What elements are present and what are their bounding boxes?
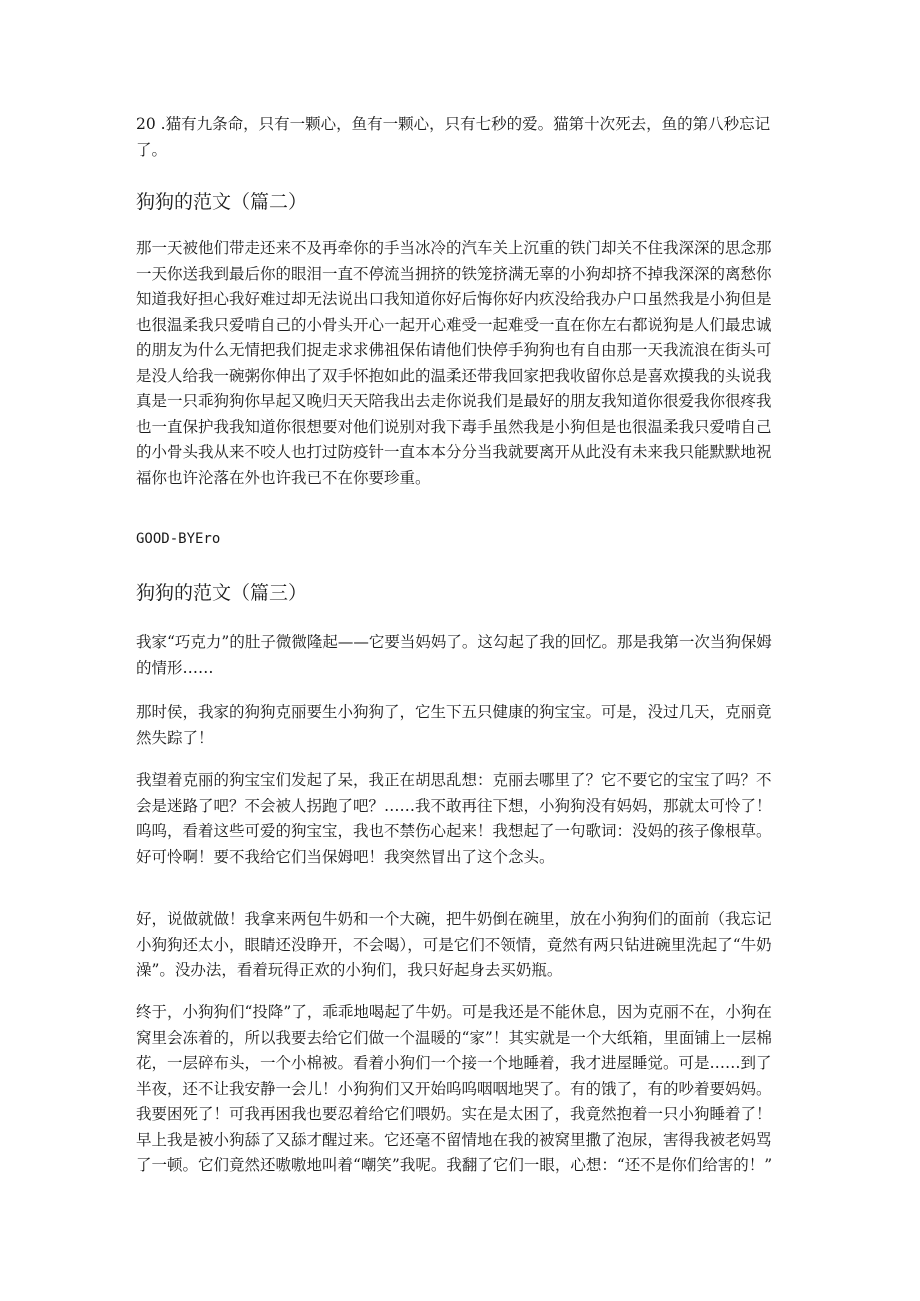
intro-paragraph: 20 .猫有九条命，只有一颗心，鱼有一颗心，只有七秒的爱。猫第十次死去，鱼的第八秒忘记了。 — [136, 115, 771, 159]
section3-paragraph-3: 我望着克丽的狗宝宝们发起了呆，我正在胡思乱想：克丽去哪里了？它不要它的宝宝了吗？不会是迷路了吧？不会被人拐跑了吧？……我不敢再往下想，小狗狗没有妈妈，那就太可怜了！呜呜，看着这些可爱的狗宝宝，我也不禁伤心起来！我想起了一句歌词：没妈的孩子像根草。好可怜啊！要不我给它们当保姆吧！我突然冒出了这个念头。 — [136, 771, 772, 866]
section3-paragraph-2: 那时侯，我家的狗狗克丽要生小狗狗了，它生下五只健康的狗宝宝。可是，没过几天，克丽竟然失踪了！ — [136, 703, 772, 747]
section3-paragraph-4: 好，说做就做！我拿来两包牛奶和一个大碗，把牛奶倒在碗里，放在小狗狗们的面前（我忘记小狗狗还太小，眼睛还没睁开，不会喝），可是它们不领情，竟然有两只钻进碗里洗起了“牛奶澡”。没办法，看着玩得正欢的小狗们，我只好起身去买奶瓶。 — [136, 910, 772, 979]
section-heading-3: 狗狗的范文（篇三） — [136, 582, 308, 604]
section3-paragraph-1: 我家“巧克力”的肚子微微隆起——它要当妈妈了。这勾起了我的回忆。那是我第一次当狗保姆的情形…… — [136, 633, 772, 677]
section2-body-paragraph: 那一天被他们带走还来不及再牵你的手当冰冷的汽车关上沉重的铁门却关不住我深深的思念那一天你送我到最后你的眼泪一直不停流当拥挤的铁笼挤满无辜的小狗却挤不掉我深深的离愁你知道我好担心我好难过却无法说出口我知道你好后悔你好内疚没给我办户口虽然我是小狗但是也很温柔我只爱啃自己的小骨头开心一起开心难受一起难受一直在你左右都说狗是人们最忠诚的朋友为什么无情把我们捉走求求佛祖保佑请他们快停手狗狗也有自由那一天我流浪在街头可是没人给我一碗粥你伸出了双手怀抱如此的温柔还带我回家把我收留你总是喜欢摸我的头说我真是一只乖狗狗你早起又晚归天天陪我出去走你说我们是最好的朋友我知道你很爱我你很疼我也一直保护我我知道你很想要对他们说别对我下毒手虽然我是小狗但是也很温柔我只爱啃自己的小骨头我从来不咬人也打过防疫针一直本本分分当我就要离开从此没有未来我只能默默地祝福你也许沦落在外也许我已不在你要珍重。 — [136, 239, 772, 487]
section2-signoff: GOOD-BYEro — [136, 531, 221, 547]
section-heading-2: 狗狗的范文（篇二） — [136, 191, 308, 213]
section3-paragraph-5: 终于，小狗狗们“投降”了，乖乖地喝起了牛奶。可是我还是不能休息，因为克丽不在，小狗在窝里会冻着的，所以我要去给它们做一个温暖的“家”！其实就是一个大纸箱，里面铺上一层棉花，一层碎布头，一个小棉被。看着小狗们一个接一个地睡着，我才进屋睡觉。可是……到了半夜，还不让我安静一会儿！小狗狗们又开始呜呜咽咽地哭了。有的饿了，有的吵着要妈妈。我要困死了！可我再困我也要忍着给它们喂奶。实在是太困了，我竟然抱着一只小狗睡着了！早上我是被小狗舔了又舔才醒过来。它还毫不留情地在我的被窝里撒了泡尿，害得我被老妈骂了一顿。它们竟然还嗷嗷地叫着“嘲笑”我呢。我翻了它们一眼，心想：“还不是你们给害的！” — [136, 1003, 773, 1174]
